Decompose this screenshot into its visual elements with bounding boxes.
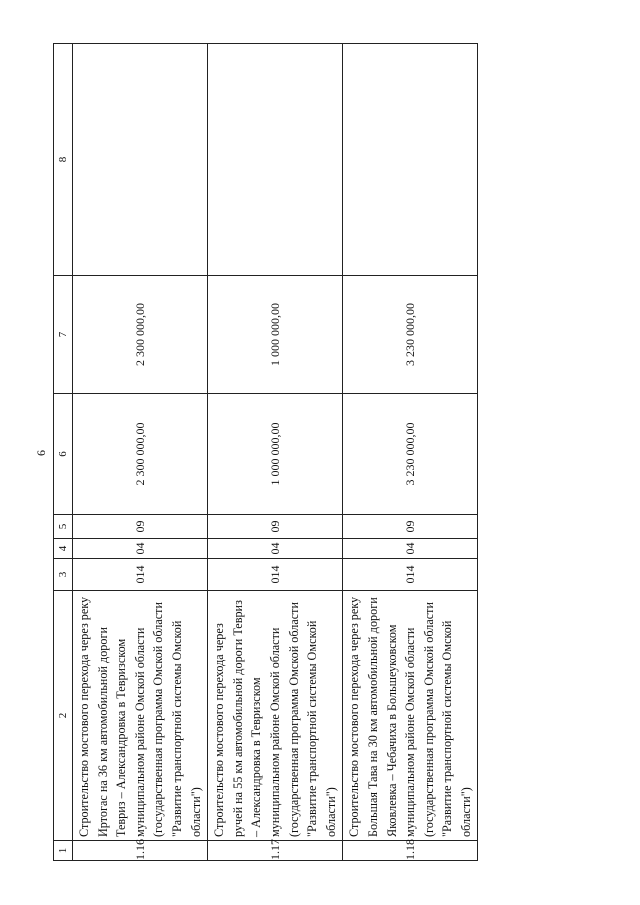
code-cell: 04: [73, 539, 208, 559]
row-description: Строительство мостового перехода через реку Большая Тава на 30 км автомобильной дороги Яковлевка – Чебачиха в Большеуковском муниципальном районе Омской области (государственная программа Омской области "Развитие транспортной системы Омской области"): [343, 591, 478, 841]
code-cell: 014: [73, 559, 208, 591]
rotated-table-container: [53, 44, 473, 861]
table-row: [343, 44, 478, 861]
column-header: 1: [54, 841, 73, 861]
row-number: 1.18: [343, 841, 478, 861]
column-header: 8: [54, 44, 73, 276]
amount-cell: 3 230 000,00: [343, 394, 478, 515]
column-header: 2: [54, 591, 73, 841]
amount-cell: 2 300 000,00: [73, 276, 208, 394]
amount-cell: 2 300 000,00: [73, 394, 208, 515]
table-row: [208, 44, 343, 861]
table-row: [73, 44, 208, 861]
column-header: 3: [54, 559, 73, 591]
column-header: 5: [54, 515, 73, 539]
amount-cell: 1 000 000,00: [208, 394, 343, 515]
row-description: Строительство мостового перехода через ручей на 55 км автомобильной дороги Тевриз – Александровка в Тевризском муниципальном районе Омской области (государственная программа Омской области "Развитие транспортной системы Омской области"): [208, 591, 343, 841]
code-cell: 014: [208, 559, 343, 591]
column-header: 4: [54, 539, 73, 559]
empty-cell: [208, 44, 343, 276]
code-cell: 09: [343, 515, 478, 539]
code-cell: 09: [73, 515, 208, 539]
budget-table: [53, 43, 478, 861]
code-cell: 09: [208, 515, 343, 539]
code-cell: 04: [343, 539, 478, 559]
page-number: 6: [34, 450, 48, 456]
code-cell: 04: [208, 539, 343, 559]
empty-cell: [73, 44, 208, 276]
amount-cell: 3 230 000,00: [343, 276, 478, 394]
column-header: 7: [54, 276, 73, 394]
header-row: [54, 44, 73, 861]
row-number: 1.16: [73, 841, 208, 861]
row-number: 1.17: [208, 841, 343, 861]
code-cell: 014: [343, 559, 478, 591]
column-header: 6: [54, 394, 73, 515]
empty-cell: [343, 44, 478, 276]
amount-cell: 1 000 000,00: [208, 276, 343, 394]
row-description: Строительство мостового перехода через реку Иртогас на 36 км автомобильной дороги Тевриз – Александровка в Тевризском муниципальном районе Омской области (государственная программа Омской области "Развитие транспортной системы Омской области"): [73, 591, 208, 841]
